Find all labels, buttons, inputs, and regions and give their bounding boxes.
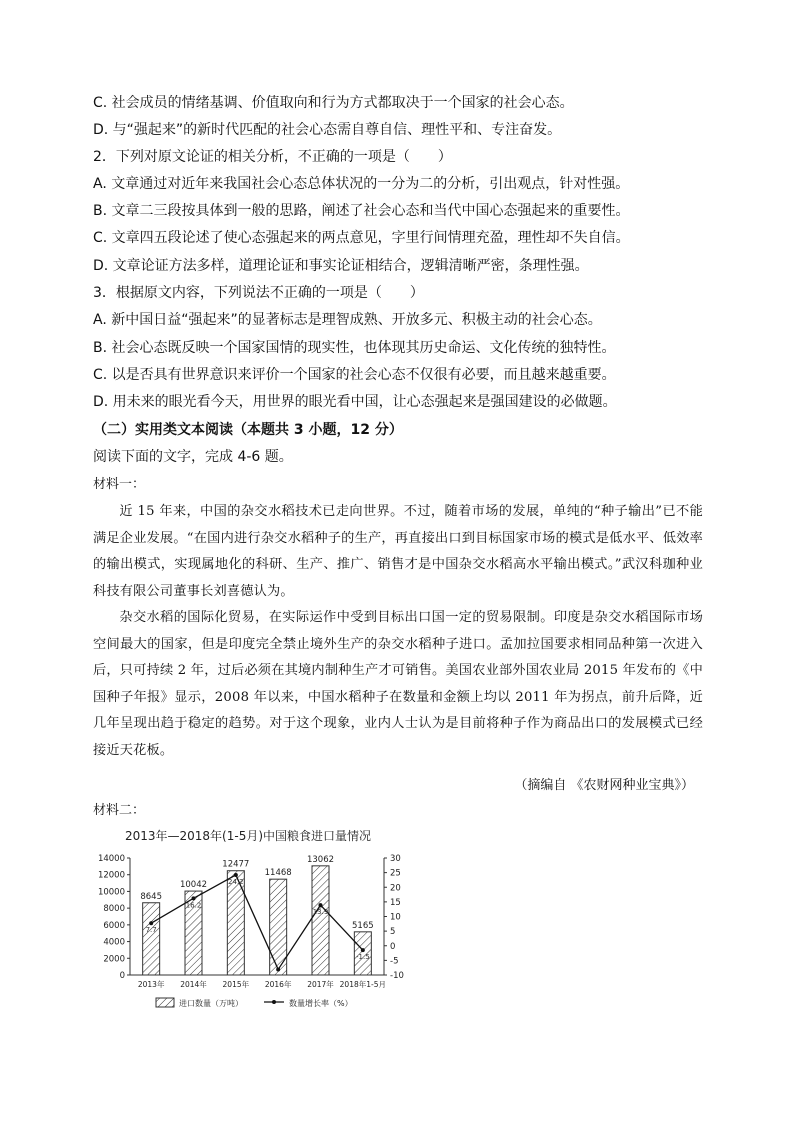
growth-rate-point bbox=[319, 903, 323, 907]
q1-option-c: C. 社会成员的情绪基调、价值取向和行为方式都取决于一个国家的社会心态。 bbox=[93, 95, 574, 111]
bar-value-label: 12477 bbox=[222, 859, 250, 870]
right-tick-label: 20 bbox=[390, 883, 401, 894]
q2-option-a: A. 文章通过对近年来我国社会心态总体状况的一分为二的分析，引出观点，针对性强。 bbox=[93, 176, 630, 192]
left-tick-label: 10000 bbox=[97, 887, 125, 898]
q3-option-b: B. 社会心态既反映一个国家国情的现实性，也体现其历史命运、文化传统的独特性。 bbox=[93, 340, 616, 356]
q3-option-c: C. 以是否具有世界意识来评价一个国家的社会心态不仅很有必要，而且越来越重要。 bbox=[93, 367, 616, 383]
x-tick-label: 2014年 bbox=[180, 980, 207, 989]
q3-stem: 3．根据原文内容，下列说法不正确的一项是（ ） bbox=[93, 285, 424, 301]
material1-source: （摘编自 《农财网种业宝典》） bbox=[514, 778, 694, 793]
material1-paragraph: 杂交水稻的国际化贸易，在实际运作中受到目标出口国一定的贸易限制。印度是杂交水稻国际市场空间最大的国家，但是印度完全禁止境外生产的杂交水稻种子进口。孟加拉国要求相同品种第一次进入后，只可持续 2 年，过后必须在其境内制种生产才可销售。美国农业部外国农业局 2015 年发布的《中国种子年报》显示，2008 年以来，中国水稻种子在数量和金额上均以 2011 年为拐点，前升后降，近几年呈现出趋于稳定的趋势。对于这个现象，业内人士认为是目前将种子作为商品出口的发展模式已经接近天花板。 bbox=[93, 610, 703, 758]
growth-rate-label: 7.7 bbox=[145, 926, 157, 935]
x-tick-label: 2013年 bbox=[137, 980, 165, 989]
bar bbox=[143, 903, 160, 975]
material2-label: 材料二： bbox=[93, 803, 146, 818]
q2-option-d: D. 文章论证方法多样，道理论证和事实论证相结合，逻辑清晰严密，条理性强。 bbox=[93, 258, 589, 274]
x-tick-label: 2016年 bbox=[264, 980, 292, 989]
growth-rate-label: 13.9 bbox=[312, 908, 329, 917]
right-tick-label: 25 bbox=[390, 868, 401, 879]
q2-option-c: C. 文章四五段论述了使心态强起来的两点意见，字里行间情理充盈，理性却不失自信。 bbox=[93, 230, 630, 246]
bar bbox=[227, 871, 244, 975]
right-tick-label: 0 bbox=[390, 941, 396, 952]
x-tick-label: 2017年 bbox=[307, 980, 334, 989]
section-title: （二）实用类文本阅读（本题共 3 小题，12 分） bbox=[93, 422, 403, 438]
legend-line-label: 数量增长率（%） bbox=[289, 999, 353, 1008]
right-tick-label: -5 bbox=[390, 956, 399, 967]
left-tick-label: 4000 bbox=[103, 937, 125, 948]
growth-rate-point bbox=[276, 967, 280, 971]
bar-value-label: 10042 bbox=[179, 880, 208, 891]
left-tick-label: 6000 bbox=[103, 920, 125, 931]
q3-option-a: A. 新中国日益“强起来”的显著标志是理智成熟、开放多元、积极主动的社会心态。 bbox=[93, 312, 602, 328]
bar-value-label: 13062 bbox=[306, 854, 335, 865]
right-tick-label: 10 bbox=[390, 912, 401, 923]
right-tick-label: 15 bbox=[390, 897, 401, 908]
growth-rate-point bbox=[361, 948, 365, 952]
growth-rate-label: -1.5 bbox=[355, 953, 370, 962]
material1-body bbox=[93, 499, 703, 764]
q3-option-d: D. 用未来的眼光看今天，用世界的眼光看中国，让心态强起来是强国建设的必做题。 bbox=[93, 394, 617, 410]
growth-rate-point bbox=[149, 921, 153, 925]
chart-title: 2013年—2018年(1-5月)中国粮食进口量情况 bbox=[124, 829, 372, 843]
q2-option-b: B. 文章二三段按具体到一般的思路，阐述了社会心态和当代中国心态强起来的重要性。 bbox=[93, 203, 630, 219]
legend-line-marker bbox=[272, 1000, 276, 1004]
q2-stem: 2．下列对原文论证的相关分析，不正确的一项是（ ） bbox=[93, 149, 452, 165]
x-tick-label: 2018年1-5月 bbox=[339, 980, 387, 989]
material1-paragraph: 近 15 年来，中国的杂交水稻技术已走向世界。不过，随着市场的发展，单纯的“种子输出”已不能满足企业发展。“在国内进行杂交水稻种子的生产，再直接出口到目标国家市场的模式是低水平、低效率的输出模式，实现属地化的科研、生产、推广、销售才是中国杂交水稻高水平输出模式。”武汉科珈种业科技有限公司董事长刘喜德认为。 bbox=[93, 504, 703, 599]
growth-rate-point bbox=[192, 896, 196, 900]
legend-bar-swatch bbox=[156, 998, 174, 1007]
growth-rate-label: 16.2 bbox=[185, 901, 202, 910]
right-tick-label: -10 bbox=[390, 971, 404, 981]
right-tick-label: 5 bbox=[390, 927, 396, 938]
x-tick-label: 2015年 bbox=[222, 980, 250, 989]
growth-rate-label: 24.2 bbox=[228, 877, 244, 886]
section-instruction: 阅读下面的文字，完成 4-6 题。 bbox=[93, 449, 293, 465]
bar-value-label: 5165 bbox=[352, 920, 374, 931]
left-tick-label: 2000 bbox=[103, 954, 125, 965]
legend-bar-label: 进口数量（万吨） bbox=[179, 999, 243, 1008]
growth-rate-point bbox=[234, 873, 238, 877]
bar bbox=[312, 866, 329, 975]
left-tick-label: 12000 bbox=[97, 870, 125, 881]
left-tick-label: 0 bbox=[119, 971, 125, 981]
left-tick-label: 8000 bbox=[103, 904, 125, 915]
right-tick-label: 30 bbox=[390, 854, 401, 864]
bar-value-label: 11468 bbox=[264, 868, 292, 879]
left-tick-label: 14000 bbox=[97, 854, 125, 864]
q1-option-d: D. 与“强起来”的新时代匹配的社会心态需自尊自信、理性平和、专注奋发。 bbox=[93, 122, 562, 138]
grain-import-chart bbox=[88, 822, 438, 1022]
bar-value-label: 8645 bbox=[140, 891, 162, 902]
material1-label: 材料一： bbox=[93, 477, 146, 492]
